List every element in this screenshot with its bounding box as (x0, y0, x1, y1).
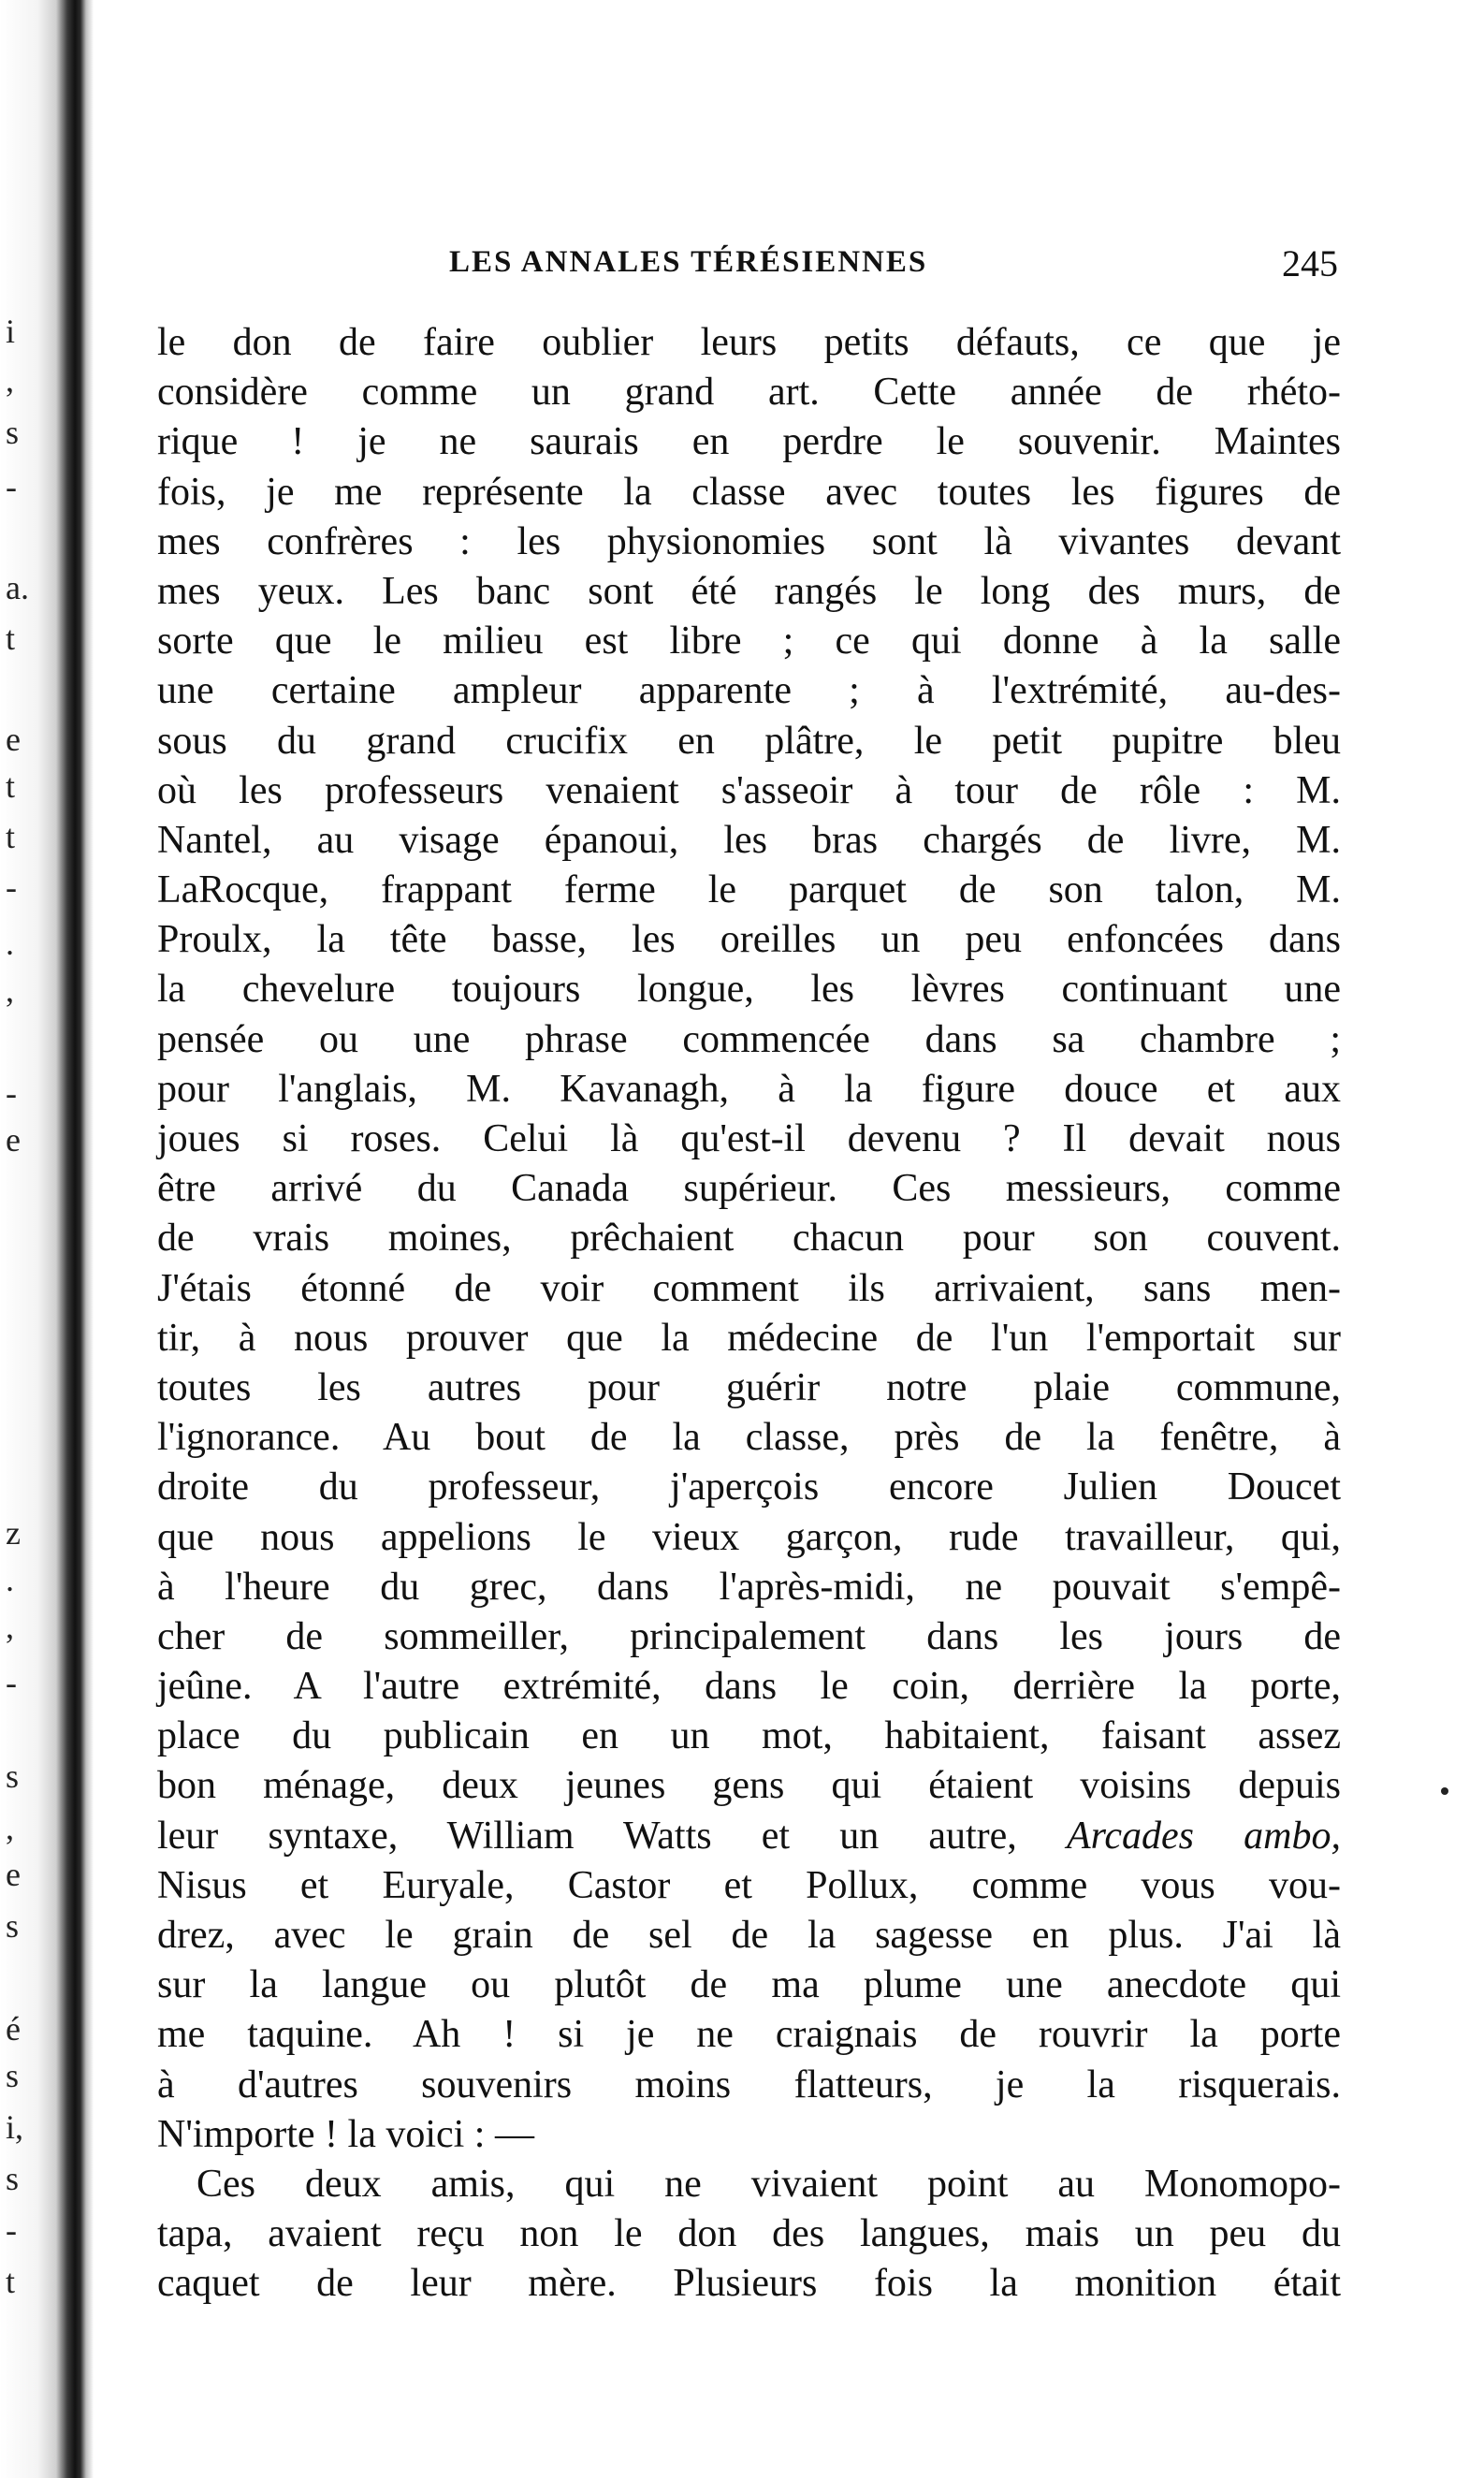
text-span: leur syntaxe, William Watts et un autre, (157, 1814, 1067, 1858)
text-line: fois, je me représente la classe avec toutes les figures de (157, 470, 1341, 514)
margin-fragment: s (6, 2160, 20, 2197)
margin-fragment: t (6, 2263, 16, 2300)
text-line: LaRocque, frappant ferme le parquet de son talon, M. (157, 868, 1341, 912)
margin-fragment: . (6, 1561, 14, 1598)
margin-fragment: , (6, 361, 14, 399)
margin-fragment: - (6, 468, 17, 505)
margin-fragment: , (6, 971, 14, 1009)
facing-page-fragments (0, 0, 56, 2478)
margin-fragment: z (6, 1514, 21, 1552)
body-text (157, 318, 1341, 2310)
margin-fragment: s (6, 1907, 20, 1945)
text-line: cher de sommeiller, principalement dans les jours de (157, 1614, 1341, 1658)
page-header (159, 242, 1338, 292)
margin-fragment: , (6, 1809, 14, 1846)
text-line: l'ignorance. Au bout de la classe, près de la fenêtre, à (157, 1416, 1341, 1460)
text-line: me taquine. Ah ! si je ne craignais de rouvrir la porte (157, 2013, 1341, 2057)
text-line-with-italic (157, 1812, 1341, 1861)
text-line: de vrais moines, prêchaient chacun pour son couvent. (157, 1217, 1341, 1261)
text-line: pensée ou une phrase commencée dans sa chambre ; (157, 1017, 1341, 1061)
text-line: joues si roses. Celui là qu'est-il devenu ? Il devait nous (157, 1117, 1341, 1160)
margin-fragment: a. (6, 569, 29, 606)
margin-fragment: s (6, 414, 20, 451)
text-line: J'étais étonné de voir comment ils arrivaient, sans men- (157, 1266, 1341, 1310)
margin-fragment: e (6, 1121, 21, 1159)
margin-fragment: - (6, 1664, 17, 1701)
text-line: toutes les autres pour guérir notre plaie commune, (157, 1365, 1341, 1409)
text-line: caquet de leur mère. Plusieurs fois la monition était (157, 2262, 1341, 2306)
page-number: 245 (1282, 242, 1338, 284)
margin-fragment: . (6, 925, 14, 962)
text-line: mes confrères : les physionomies sont là vivantes devant (157, 519, 1341, 563)
text-line: que nous appelions le vieux garçon, rude travailleur, qui, (157, 1515, 1341, 1559)
text-line: droite du professeur, j'aperçois encore Julien Doucet (157, 1465, 1341, 1509)
text-line: tapa, avaient reçu non le don des langues, mais un peu du (157, 2212, 1341, 2256)
text-line: le don de faire oublier leurs petits défauts, ce que je (157, 321, 1341, 364)
text-line: N'importe ! la voici : — (157, 2112, 534, 2156)
text-line: où les professeurs venaient s'asseoir à tour de rôle : M. (157, 768, 1341, 812)
margin-fragment: i, (6, 2108, 24, 2146)
text-line: à d'autres souvenirs moins flatteurs, je la risquerais. (157, 2063, 1341, 2106)
text-line: jeûne. A l'autre extrémité, dans le coin, derrière la porte, (157, 1665, 1341, 1709)
text-line: pour l'anglais, M. Kavanagh, à la figure douce et aux (157, 1067, 1341, 1111)
margin-fragment: s (6, 1757, 20, 1795)
text-line: sur la langue ou plutôt de ma plume une anecdote qui (157, 1963, 1341, 2007)
margin-fragment: - (6, 2211, 17, 2249)
margin-fragment: e (6, 721, 21, 758)
text-line: sous du grand crucifix en plâtre, le petit pupitre bleu (157, 719, 1341, 763)
text-line: à l'heure du grec, dans l'après-midi, ne pouvait s'empê- (157, 1565, 1341, 1609)
paragraph-start-line: Ces deux amis, qui ne vivaient point au Monomopo- (196, 2162, 1341, 2206)
text-line: Nantel, au visage épanoui, les bras chargés de livre, M. (157, 818, 1341, 862)
margin-fragment: t (6, 818, 16, 855)
text-line: Nisus et Euryale, Castor et Pollux, comme vous vou- (157, 1863, 1341, 1907)
italic-phrase: Arcades ambo, (1066, 1814, 1342, 1858)
ink-speck (1441, 1787, 1448, 1795)
margin-fragment: i (6, 313, 16, 350)
margin-fragment: t (6, 620, 16, 657)
text-line: place du publicain en un mot, habitaient, faisant assez (157, 1714, 1341, 1758)
margin-fragment: - (6, 1074, 17, 1112)
text-line: être arrivé du Canada supérieur. Ces messieurs, comme (157, 1167, 1341, 1211)
margin-fragment: é (6, 2010, 21, 2048)
text-line: une certaine ampleur apparente ; à l'extrémité, au-des- (157, 669, 1341, 713)
text-line: rique ! je ne saurais en perdre le souvenir. Maintes (157, 420, 1341, 464)
running-title: LES ANNALES TÉRÉSIENNES (449, 245, 928, 279)
text-line: bon ménage, deux jeunes gens qui étaient voisins depuis (157, 1764, 1341, 1808)
text-line: mes yeux. Les banc sont été rangés le long des murs, de (157, 569, 1341, 613)
margin-fragment: - (6, 868, 17, 906)
margin-fragment: s (6, 2057, 20, 2094)
text-line: Proulx, la tête basse, les oreilles un peu enfoncées dans (157, 918, 1341, 962)
text-line: la chevelure toujours longue, les lèvres continuant une (157, 968, 1341, 1012)
margin-fragment: t (6, 767, 16, 805)
text-line: drez, avec le grain de sel de la sagesse en plus. J'ai là (157, 1914, 1341, 1957)
margin-fragment: , (6, 1608, 14, 1645)
margin-fragment: e (6, 1856, 21, 1893)
text-line: sorte que le milieu est libre ; ce qui donne à la salle (157, 620, 1341, 663)
text-line: considère comme un grand art. Cette année de rhéto- (157, 371, 1341, 415)
text-line: tir, à nous prouver que la médecine de l'un l'emportait sur (157, 1316, 1341, 1360)
